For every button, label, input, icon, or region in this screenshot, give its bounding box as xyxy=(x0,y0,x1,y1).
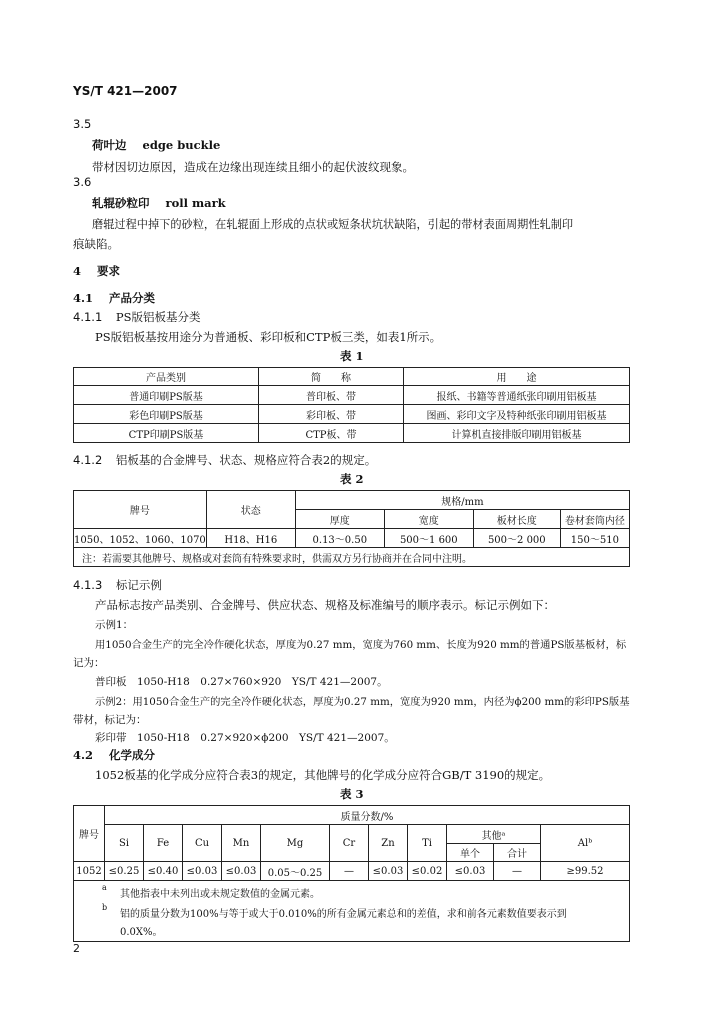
table-cell: 普通印刷PS版基 xyxy=(74,386,259,405)
table-cell: 0.13～0.50 xyxy=(295,529,384,548)
table-cell: CTP板、带 xyxy=(259,424,404,443)
page-number: 2 xyxy=(73,942,80,955)
table-cell: — xyxy=(330,862,369,881)
table-cell: 报纸、书籍等普通纸张印刷用铝板基 xyxy=(404,386,630,405)
table-row xyxy=(74,424,630,443)
table-row xyxy=(74,386,630,405)
note-a-marker: a xyxy=(102,883,107,892)
clause-4-1-heading xyxy=(73,290,155,306)
table-3-header-ti: Ti xyxy=(408,825,447,862)
note-b-text-line1: 铝的质量分数为100%与等于或大于0.010%的所有金属元素总和的差值，求和前各元素数值要表示到 xyxy=(120,909,567,920)
clause-number: 4.1.3 xyxy=(73,578,103,592)
example-2-line1: 示例2：用1050合金生产的完全冷作硬化状态，厚度为0.27 mm，宽度为920 mm，内径为ϕ200 mm的彩印PS版基 xyxy=(95,696,630,708)
clause-4-1-3-intro: 产品标志按产品类别、合金牌号、供应状态、规格及标准编号的顺序表示。标记示例如下： xyxy=(95,598,555,612)
clause-4-1-3-heading xyxy=(73,577,162,593)
table-3-header-single: 单个 xyxy=(447,844,494,862)
table-cell: ≤0.02 xyxy=(408,862,447,881)
note-a-text: 其他指表中未列出或未规定数值的金属元素。 xyxy=(120,889,320,900)
table-1-header-short-name: 简 称 xyxy=(259,368,404,386)
note-b-marker: b xyxy=(102,903,108,912)
term-en: roll mark xyxy=(165,196,226,210)
clause-title: 产品分类 xyxy=(109,291,156,305)
table-3-header-fe: Fe xyxy=(144,825,183,862)
table-2-subheader-core-diameter: 卷材套筒内径 xyxy=(560,510,629,529)
table-cell: 彩色印刷PS版基 xyxy=(74,405,259,424)
clause-number-3-6: 3.6 xyxy=(73,175,92,189)
section-4-heading xyxy=(73,263,120,279)
clause-number-3-5: 3.5 xyxy=(73,117,92,131)
table-3-header-total: 合计 xyxy=(494,844,541,862)
term-roll-mark xyxy=(92,195,226,211)
definition-3-6-line1: 磨辊过程中掉下的砂粒，在轧辊面上形成的点状或短条状坑状缺陷，引起的带材表面周期性轧制印 xyxy=(92,218,574,231)
table-3-caption: 表 3 xyxy=(340,787,364,801)
clause-4-1-1-text: PS版铝板基按用途分为普通板、彩印板和CTP板三类，如表1所示。 xyxy=(95,330,442,344)
clause-number: 4.1.1 xyxy=(73,310,103,324)
table-cell: ≤0.25 xyxy=(105,862,144,881)
table-2-subheader-length: 板材长度 xyxy=(473,510,560,529)
example-2-mark: 彩印带 1050-H18 0.27×920×ϕ200 YS/T 421—2007。 xyxy=(95,732,395,744)
example-1-label: 示例1： xyxy=(95,619,134,631)
section-title: 要求 xyxy=(97,264,121,278)
note-b-text-line2: 0.0X%。 xyxy=(120,927,163,938)
table-cell: 普印板、带 xyxy=(259,386,404,405)
table-cell: 1052 xyxy=(74,862,105,881)
table-1-header-category: 产品类别 xyxy=(74,368,259,386)
table-3-header-grade: 牌号 xyxy=(74,806,105,862)
table-cell: 1050、1052、1060、1070 xyxy=(74,529,207,548)
clause-number: 4.1.2 xyxy=(73,453,103,467)
definition-3-5: 带材因切边原因，造成在边缘出现连续且细小的起伏波纹现象。 xyxy=(92,160,414,174)
clause-4-2-heading xyxy=(73,747,155,763)
example-2-line2: 带材，标记为： xyxy=(73,714,147,726)
table-2-subheader-width: 宽度 xyxy=(384,510,473,529)
definition-3-6-line2: 痕缺陷。 xyxy=(73,237,119,251)
table-2 xyxy=(73,490,630,567)
example-1-line1: 用1050合金生产的完全冷作硬化状态，厚度为0.27 mm，宽度为760 mm、长度为920 mm的普通PS版基板材，标 xyxy=(95,639,627,651)
table-cell: CTP印刷PS版基 xyxy=(74,424,259,443)
clause-4-1-1-heading xyxy=(73,309,201,325)
table-cell: ≤0.03 xyxy=(222,862,261,881)
table-row xyxy=(74,405,630,424)
table-cell: 150～510 xyxy=(560,529,629,548)
table-2-header-state: 状态 xyxy=(206,491,295,529)
table-cell: — xyxy=(494,862,541,881)
table-cell: ≥99.52 xyxy=(541,862,630,881)
term-cn: 轧辊砂粒印 xyxy=(92,196,150,210)
example-1-line2: 记为： xyxy=(73,657,105,669)
table-cell: 500～2 000 xyxy=(473,529,560,548)
table-row xyxy=(74,529,630,548)
table-cell: ≤0.40 xyxy=(144,862,183,881)
table-3-header-cr: Cr xyxy=(330,825,369,862)
table-3-header-mass-fraction: 质量分数/% xyxy=(105,806,630,825)
clause-title: PS版铝板基分类 xyxy=(115,310,201,324)
table-3-header-al: Alᵇ xyxy=(541,825,630,862)
table-cell: ≤0.03 xyxy=(369,862,408,881)
table-2-caption: 表 2 xyxy=(340,472,364,486)
table-3-header-si: Si xyxy=(105,825,144,862)
table-row xyxy=(74,862,630,881)
clause-text: 铝板基的合金牌号、状态、规格应符合表2的规定。 xyxy=(115,453,377,467)
table-cell: 500～1 600 xyxy=(384,529,473,548)
table-cell: ≤0.03 xyxy=(447,862,494,881)
table-3-header-zn: Zn xyxy=(369,825,408,862)
table-1-caption: 表 1 xyxy=(340,349,364,363)
standard-code: YS/T 421—2007 xyxy=(73,84,178,98)
table-2-header-spec: 规格/mm xyxy=(295,491,629,510)
clause-4-1-2 xyxy=(73,452,376,468)
table-3 xyxy=(73,805,630,942)
term-cn: 荷叶边 xyxy=(92,138,127,152)
table-cell: 0.05～0.25 xyxy=(261,862,330,881)
clause-4-2-text: 1052板基的化学成分应符合表3的规定，其他牌号的化学成分应符合GB/T 3190的规定。 xyxy=(95,768,551,782)
table-cell: 计算机直接排版印刷用铝板基 xyxy=(404,424,630,443)
term-en: edge buckle xyxy=(142,138,221,152)
section-number: 4 xyxy=(73,264,82,278)
clause-number: 4.2 xyxy=(73,748,94,762)
table-1-header-usage: 用 途 xyxy=(404,368,630,386)
table-3-header-cu: Cu xyxy=(183,825,222,862)
clause-title: 标记示例 xyxy=(115,578,162,592)
table-2-header-grade: 牌号 xyxy=(74,491,207,529)
table-cell: 图画、彩印文字及特种纸张印刷用铝板基 xyxy=(404,405,630,424)
table-2-note: 注：若需要其他牌号、规格或对套筒有特殊要求时，供需双方另行协商并在合同中注明。 xyxy=(74,548,630,567)
table-cell: 彩印板、带 xyxy=(259,405,404,424)
table-2-subheader-thickness: 厚度 xyxy=(295,510,384,529)
table-3-notes xyxy=(74,881,630,942)
table-1 xyxy=(73,367,630,443)
example-1-mark: 普印板 1050-H18 0.27×760×920 YS/T 421—2007。 xyxy=(95,676,388,688)
clause-number: 4.1 xyxy=(73,291,94,305)
table-cell: H18、H16 xyxy=(206,529,295,548)
term-edge-buckle xyxy=(92,137,220,153)
table-3-header-mg: Mg xyxy=(261,825,330,862)
clause-title: 化学成分 xyxy=(109,748,156,762)
table-cell: ≤0.03 xyxy=(183,862,222,881)
table-3-header-other: 其他ᵃ xyxy=(447,825,541,844)
table-3-header-mn: Mn xyxy=(222,825,261,862)
